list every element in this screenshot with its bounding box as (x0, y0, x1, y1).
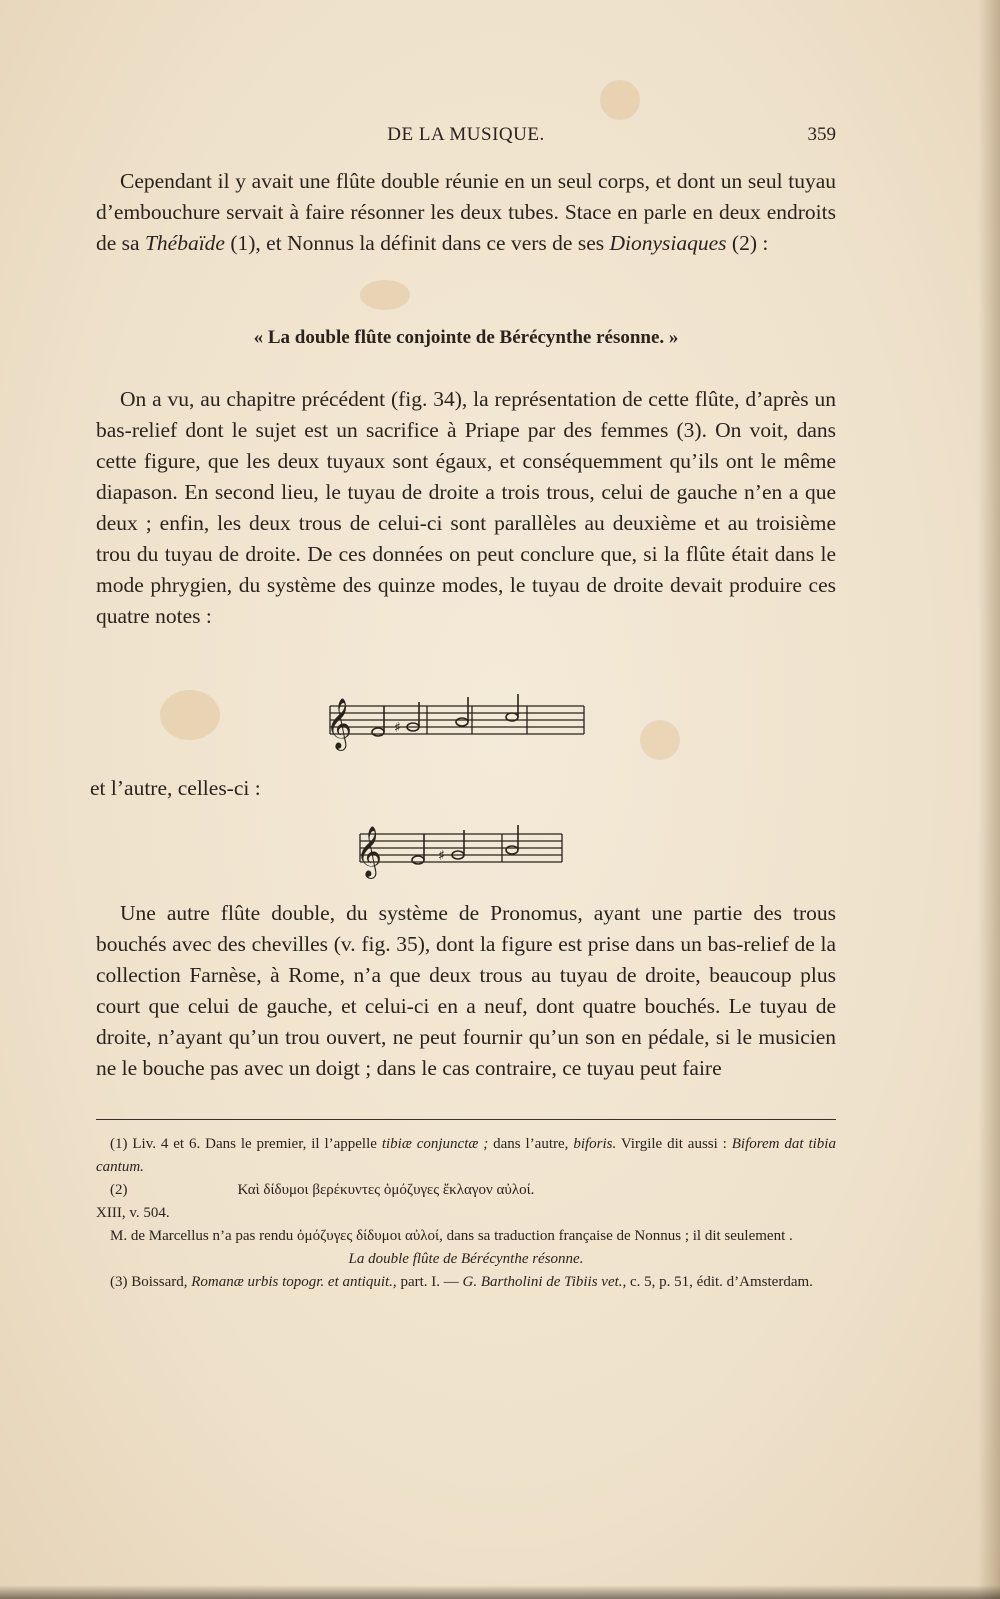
paragraph-2: On a vu, au chapitre précédent (fig. 34), la représentation de cette flûte, d’après un bas-relief dont le sujet est un sacrifice à Priape par des femmes (3). On voit, dans cette figure, que les deux tuyaux sont égaux, et conséquemment qu’ils ont le même diapason. En second lieu, le tuyau de droite a trois trous, celui de gauche n’en a que deux ; enfin, les deux trous de celui-ci sont parallèles au deuxième et au troisième trou du tuyau de droite. De ces données on peut conclure que, si la flûte était dans le mode phrygien, du système des quinze modes, le tuyau de droite devait produire ces quatre notes : (96, 387, 836, 628)
footnote-2: (2) Καὶ δίδυμοι βερέκυντες ὁμόζυγες ἔκλαγον αὐλοί. (110, 1182, 535, 1198)
footnote-3: (3) Boissard, Romanæ urbis topogr. et antiquit., part. I. — G. Bartholini de Tibiis vet., c. 5, p. 51, édit. d’Amsterdam. (110, 1274, 813, 1290)
staff-caption: et l’autre, celles-ci : (90, 776, 261, 800)
paragraph-1: Cependant il y avait une flûte double réunie en un seul corps, et dont un seul tuyau d’embouchure servait à faire résonner les deux tubes. Stace en parle en deux endroits de sa Thébaïde (1), et Nonnus la définit dans ce vers de ses Dionysiaques (2) : (96, 169, 836, 255)
footnote-2-remark: M. de Marcellus n’a pas rendu ὁμόζυγες δίδυμοι αὐλοί, dans sa traduction française de Nonnus ; il dit seulement . (110, 1228, 793, 1244)
paragraph-3: Une autre flûte double, du système de Pronomus, ayant une partie des trous bouchés avec des chevilles (v. fig. 35), dont la figure est prise dans un bas-relief de la collection Farnèse, à Rome, n’a que deux trous au tuyau de droite, beaucoup plus court que celui de gauche, et celui-ci en a neuf, dont quatre bouchés. Le tuyau de droite, n’ayant qu’un trou ouvert, ne peut fournir qu’un son en pédale, si le musicien ne le bouche pas avec un doigt ; dans le cas contraire, ce tuyau peut faire (96, 901, 836, 1080)
footnote-2-translation: La double flûte de Bérécynthe résonne. (348, 1251, 584, 1267)
svg-text:𝄞: 𝄞 (326, 698, 353, 749)
page-bottom-shadow (0, 1585, 1000, 1599)
footnote-2-reference: XIII, v. 504. (96, 1205, 170, 1221)
foxing-stain (640, 720, 680, 760)
svg-text:𝄞: 𝄞 (356, 826, 383, 877)
footnote-1: (1) Liv. 4 et 6. Dans le premier, il l’appelle tibiæ conjunctæ ; dans l’autre, biforis. Virgile dit aussi : Biforem dat tibia cantum. (96, 1136, 836, 1175)
running-header (96, 124, 836, 152)
foxing-stain (360, 280, 410, 310)
foxing-stain (600, 80, 640, 120)
foxing-stain (160, 690, 220, 740)
svg-text:♯: ♯ (438, 848, 445, 864)
verse-quote: « La double flûte conjointe de Bérécynthe résonne. » (253, 327, 679, 348)
footnote-rule (96, 1119, 836, 1120)
page-number: 359 (807, 124, 836, 145)
music-staff-left-pipe (352, 820, 572, 884)
music-staff-right-pipe (322, 692, 592, 756)
page-edge-shadow (978, 0, 1000, 1599)
running-title: DE LA MUSIQUE. (387, 124, 545, 145)
svg-text:♯: ♯ (394, 720, 401, 736)
footnotes (96, 1133, 836, 1294)
